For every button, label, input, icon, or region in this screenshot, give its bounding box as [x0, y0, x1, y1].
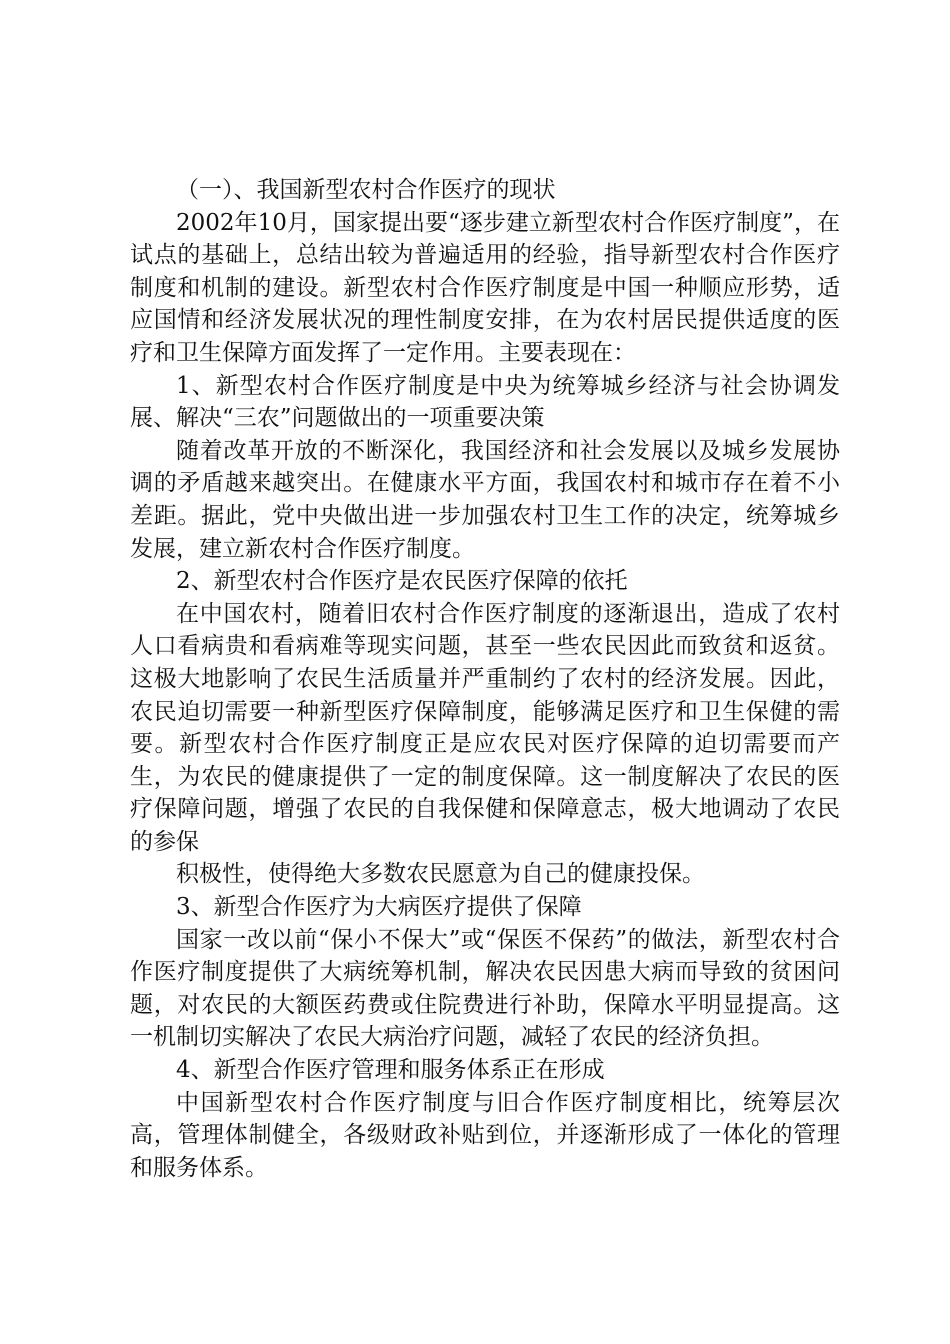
subheading-3: 3、新型合作医疗为大病医疗提供了保障 — [176, 894, 582, 921]
paragraph-1: 随着改革开放的不断深化，我国经济和社会发展以及城乡发展协调的矛盾越来越突出。在健康水平方面，我国农村和城市存在着不小差距。据此，党中央做出进一步加强农村卫生工作的决定，统筹城乡发展，建立新农村合作医疗制度。 — [130, 437, 840, 562]
paragraph-4: 中国新型农村合作医疗制度与旧合作医疗制度相比，统筹层次高，管理体制健全，各级财政补贴到位，并逐渐形成了一体化的管理和服务体系。 — [130, 1089, 840, 1181]
paragraph-3: 国家一改以前“保小不保大”或“保医不保药”的做法，新型农村合作医疗制度提供了大病统筹机制，解决农民因患大病而导致的贫困问题，对农民的大额医药费或住院费进行补助，保障水平明显提高。这一机制切实解决了农民大病治疗问题，减轻了农民的经济负担。 — [130, 926, 840, 1051]
subheading-4: 4、新型合作医疗管理和服务体系正在形成 — [176, 1057, 605, 1084]
section-title: （一）、我国新型农村合作医疗的现状 — [176, 177, 556, 203]
paragraph-intro: 2002年10月，国家提出要“逐步建立新型农村合作医疗制度”，在试点的基础上，总结出较为普遍适用的经验，指导新型农村合作医疗制度和机制的建设。新型农村合作医疗制度是中国一种顺应形势，适应国情和经济发展状况的理性制度安排，在为农村居民提供适度的医疗和卫生保障方面发挥了一定作用。主要表现在： — [130, 209, 840, 366]
document-body — [130, 174, 840, 1184]
paragraph-2-continued: 积极性，使得绝大多数农民愿意为自己的健康投保。 — [176, 861, 705, 888]
subheading-1: 1、新型农村合作医疗制度是中央为统筹城乡经济与社会协调发展、解决“三农”问题做出的一项重要决策 — [130, 372, 840, 432]
paragraph-2: 在中国农村，随着旧农村合作医疗制度的逐渐退出，造成了农村人口看病贵和看病难等现实问题，甚至一些农民因此而致贫和返贫。这极大地影响了农民生活质量并严重制约了农村的经济发展。因此，农民迫切需要一种新型医疗保障制度，能够满足医疗和卫生保健的需要。新型农村合作医疗制度正是应农民对医疗保障的迫切需要而产生，为农民的健康提供了一定的制度保障。这一制度解决了农民的医疗保障问题，增强了农民的自我保健和保障意志，极大地调动了农民的参保 — [130, 600, 840, 855]
subheading-2: 2、新型农村合作医疗是农民医疗保障的依托 — [176, 568, 628, 595]
